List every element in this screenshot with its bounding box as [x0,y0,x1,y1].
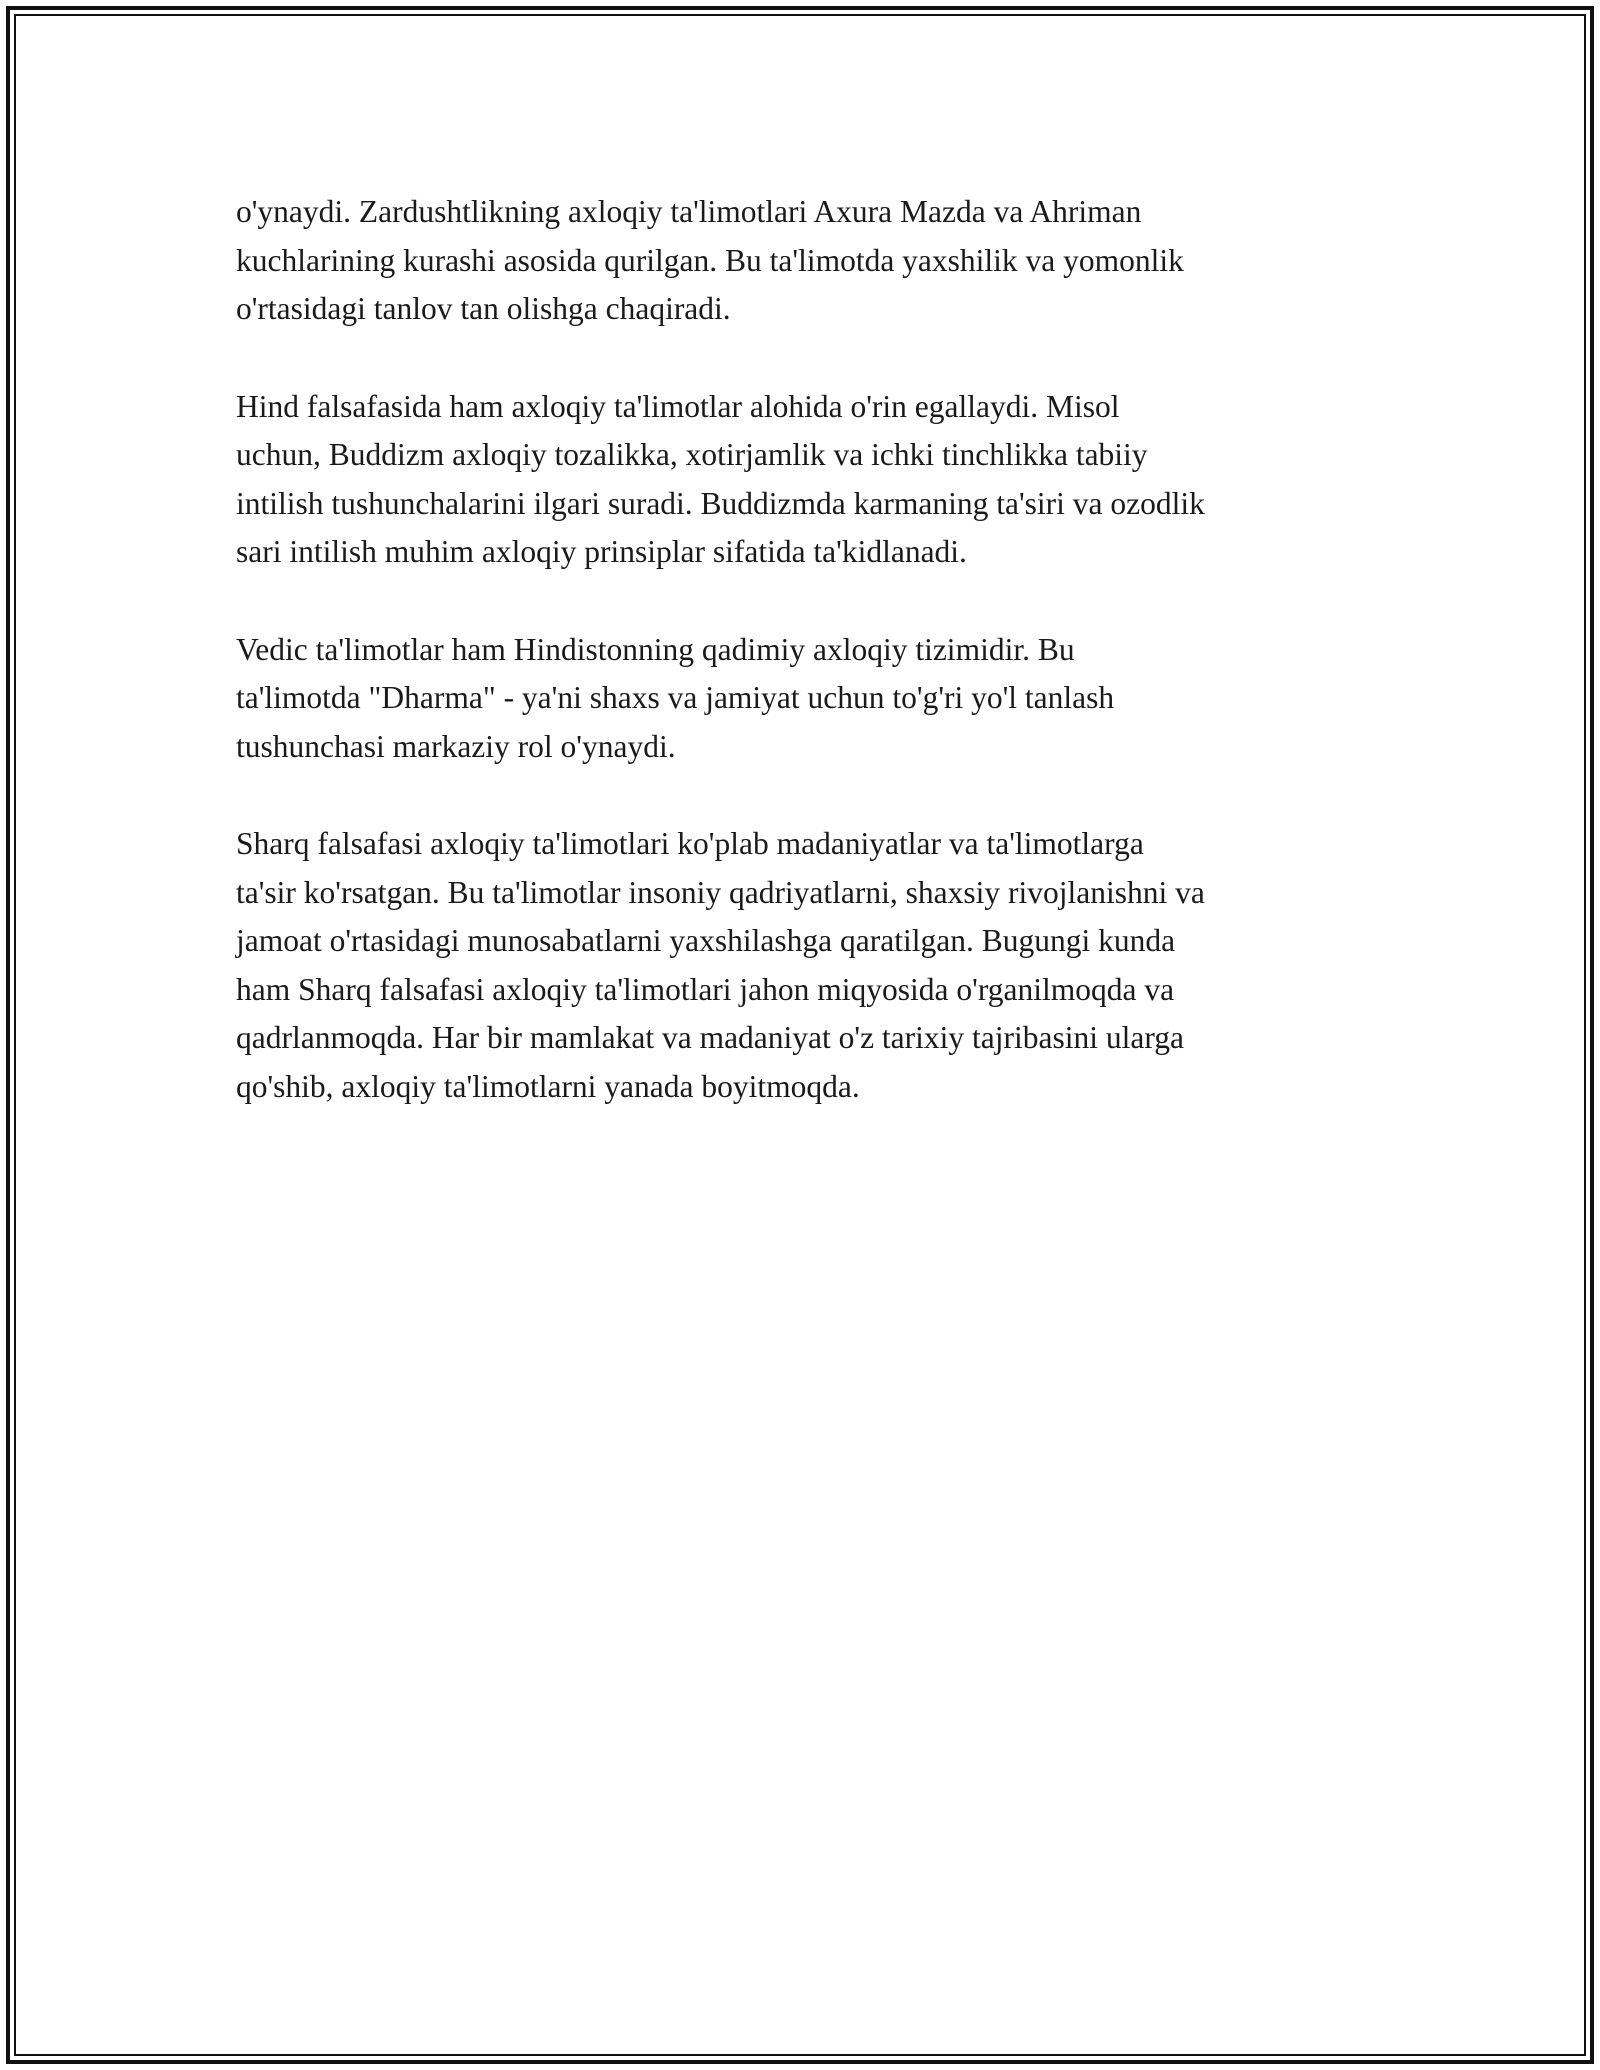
text-line: qo'shib, axloqiy ta'limotlarni yanada boyitmoqda. [236,1068,860,1104]
paragraph-indian-philosophy [236,383,1396,577]
text-line: ta'limotda "Dharma" - ya'ni shaxs va jamiyat uchun to'g'ri yo'l tanlash [236,680,1115,715]
paragraph-zoroastrianism [236,188,1396,334]
text-line: qadrlanmoqda. Har bir mamlakat va madaniyat o'z tarixiy tajribasini ularga [236,1020,1185,1055]
text-line: uchun, Buddizm axloqiy tozalikka, xotirjamlik va ichki tinchlikka tabiiy [236,437,1148,472]
text-line: jamoat o'rtasidagi munosabatlarni yaxshilashga qaratilgan. Bugungi kunda [236,923,1176,958]
text-line: ham Sharq falsafasi axloqiy ta'limotlari jahon miqyosida o'rganilmoqda va [236,971,1175,1007]
paragraph-eastern-ethics [236,820,1396,1111]
text-line: ta'sir ko'rsatgan. Bu ta'limotlar insoniy qadriyatlarni, shaxsiy rivojlanishni va [236,874,1205,910]
paragraph-vedic-teachings [236,626,1396,772]
text-line: o'ynaydi. Zardushtlikning axloqiy ta'limotlari Axura Mazda va Ahriman [236,194,1142,229]
text-line: intilish tushunchalarini ilgari suradi. Buddizmda karmaning ta'siri va ozodlik [236,485,1205,521]
text-line: tushunchasi markaziy rol o'ynaydi. [236,728,676,764]
text-line: Vedic ta'limotlar ham Hindistonning qadimiy axloqiy tizimidir. Bu [236,631,1075,667]
document-body [236,188,1396,1160]
text-line: Sharq falsafasi axloqiy ta'limotlari ko'plab madaniyatlar va ta'limotlarga [236,826,1144,861]
text-line: o'rtasidagi tanlov tan olishga chaqiradi. [236,291,731,326]
text-line: kuchlarining kurashi asosida qurilgan. Bu ta'limotda yaxshilik va yomonlik [236,242,1184,278]
text-line: sari intilish muhim axloqiy prinsiplar sifatida ta'kidlanadi. [236,534,967,569]
text-line: Hind falsafasida ham axloqiy ta'limotlar alohida o'rin egallaydi. Misol [236,388,1120,424]
